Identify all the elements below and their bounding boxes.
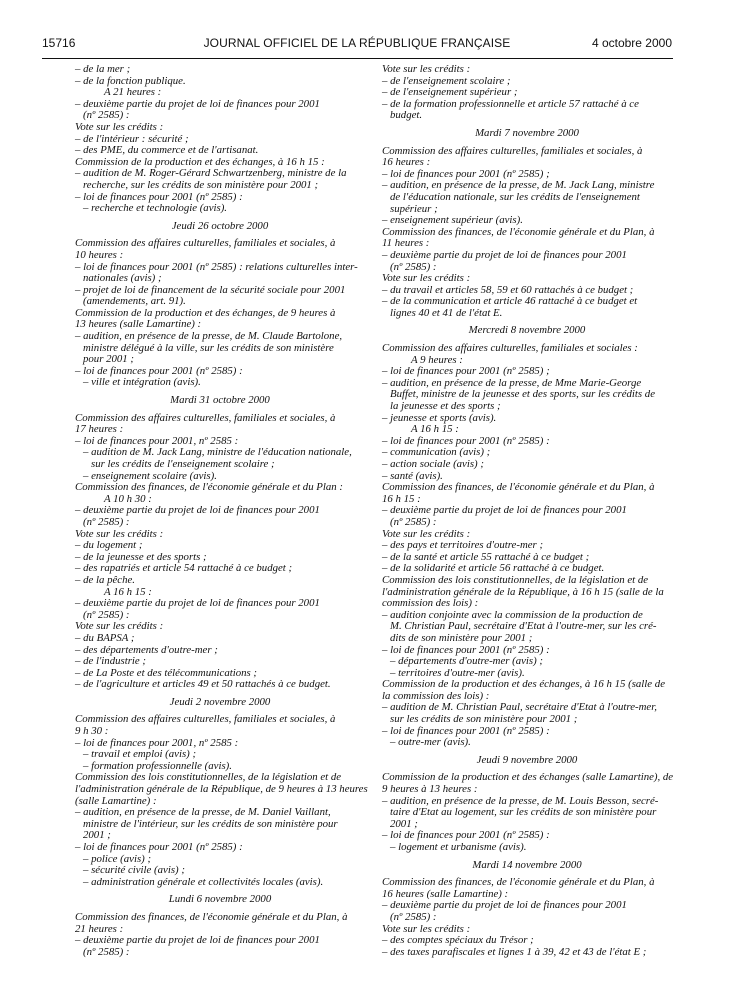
text-line: 13 heures (salle Lamartine) :: [75, 318, 202, 331]
text-line: 21 heures :: [75, 922, 124, 935]
text-line: – logement et urbanisme (avis).: [390, 841, 527, 853]
left-column: [75, 63, 368, 958]
text-line: Commission de la production et des échanges (salle Lamartine), de: [382, 771, 674, 784]
text-line: sur les crédits de son ministère pour 2001 ;: [390, 713, 578, 726]
text-line: M. Christian Paul, secrétaire d'Etat à l'outre-mer, sur les cré-: [390, 620, 657, 633]
text-line: Commission des finances, de l'économie générale et du Plan, à: [382, 876, 655, 889]
text-line: sur les crédits de l'enseignement scolaire ;: [91, 458, 275, 470]
text-line: – deuxième partie du projet de loi de finances pour 2001: [75, 504, 320, 517]
text-line: – enseignement scolaire (avis).: [83, 469, 217, 482]
text-line: A 21 heures :: [104, 86, 162, 99]
text-line: – action sociale (avis) ;: [382, 458, 484, 470]
text-line: Commission des affaires culturelles, familiales et sociales, à: [75, 237, 336, 250]
text-line: Vote sur les crédits :: [75, 527, 164, 540]
text-line: – loi de finances pour 2001 (nº 2585) :: [75, 841, 243, 853]
text-line: – sécurité civile (avis) ;: [83, 864, 185, 877]
text-line: ministre délégué à la ville, sur les crédits de son ministère: [83, 341, 334, 354]
text-line: 16 heures :: [382, 156, 431, 169]
text-line: – des rapatriés et article 54 rattaché à ce budget ;: [75, 562, 293, 575]
date-heading: Jeudi 2 novembre 2000: [169, 695, 271, 708]
text-line: – formation professionnelle (avis).: [83, 759, 232, 772]
text-line: 10 heures :: [75, 248, 124, 261]
text-line: Buffet, ministre de la jeunesse et des sports, sur les crédits de: [390, 388, 655, 401]
text-line: (nº 2585) :: [390, 260, 437, 273]
text-line: nationales (avis) ;: [83, 272, 162, 285]
text-line: – loi de finances pour 2001 (nº 2585) ;: [382, 167, 550, 180]
text-line: – départements d'outre-mer (avis) ;: [390, 655, 544, 668]
header-rule: [42, 58, 673, 59]
text-line: l'administration générale de la République, de 9 heures à 13 heures: [75, 783, 368, 796]
text-line: (nº 2585) :: [83, 515, 130, 528]
text-line: – travail et emploi (avis) ;: [83, 748, 197, 761]
text-line: – ville et intégration (avis).: [83, 376, 201, 389]
page-header: [42, 36, 672, 52]
date-heading: Jeudi 9 novembre 2000: [476, 753, 578, 766]
text-line: 2001 ;: [83, 829, 111, 842]
text-line: – de la jeunesse et des sports ;: [75, 550, 207, 563]
date-heading: Jeudi 26 octobre 2000: [171, 219, 269, 232]
text-line: – audition, en présence de la presse, de M. Jack Lang, ministre: [382, 179, 655, 192]
text-line: – de l'intérieur : sécurité ;: [75, 132, 189, 145]
text-line: (nº 2585) :: [83, 109, 130, 122]
text-line: – outre-mer (avis).: [390, 736, 471, 749]
text-line: – loi de finances pour 2001 (nº 2585) :: [75, 190, 243, 203]
text-line: Vote sur les crédits :: [382, 527, 471, 540]
text-line: la commission des lois) :: [382, 689, 490, 702]
text-line: – communication (avis) ;: [382, 446, 491, 459]
issue-date: 4 octobre 2000: [591, 36, 672, 50]
text-line: 16 heures (salle Lamartine) :: [382, 887, 509, 900]
text-line: Commission des finances, de l'économie générale et du Plan :: [75, 481, 343, 494]
text-line: (nº 2585) :: [83, 608, 130, 621]
text-line: – de l'enseignement supérieur ;: [382, 86, 518, 99]
text-line: Commission des affaires culturelles, familiales et sociales, à: [75, 411, 336, 424]
text-line: budget.: [390, 109, 423, 122]
text-line: – deuxième partie du projet de loi de finances pour 2001: [382, 504, 627, 517]
text-line: – audition conjointe avec la commission de la production de: [382, 608, 643, 621]
text-line: – de La Poste et des télécommunications ;: [75, 666, 258, 679]
text-line: – loi de finances pour 2001 (nº 2585) :: [382, 829, 550, 842]
text-line: pour 2001 ;: [83, 353, 134, 366]
text-line: lignes 40 et 41 de l'état E.: [390, 306, 503, 319]
text-line: – enseignement supérieur (avis).: [382, 214, 523, 227]
text-line: Vote sur les crédits :: [75, 120, 164, 133]
text-line: Vote sur les crédits :: [382, 63, 471, 75]
text-line: – loi de finances pour 2001, nº 2585 :: [75, 434, 239, 447]
text-line: – de l'enseignement scolaire ;: [382, 74, 511, 87]
text-line: recherche, sur les crédits de son ministère pour 2001 ;: [83, 178, 319, 191]
date-heading: Mercredi 8 novembre 2000: [468, 324, 586, 337]
text-line: – police (avis) ;: [83, 852, 152, 865]
text-line: commission des lois) :: [382, 597, 479, 610]
text-line: Vote sur les crédits :: [75, 620, 164, 633]
text-line: – audition, en présence de la presse, de M. Louis Besson, secré-: [382, 794, 659, 807]
text-line: – projet de loi de financement de la sécurité sociale pour 2001: [75, 283, 346, 296]
text-line: 16 h 15 :: [382, 492, 421, 505]
text-line: Commission des affaires culturelles, familiales et sociales, à: [75, 713, 336, 726]
text-line: – jeunesse et sports (avis).: [382, 411, 497, 424]
text-line: – loi de finances pour 2001 (nº 2585) :: [382, 434, 550, 447]
text-line: – territoires d'outre-mer (avis).: [390, 666, 525, 679]
text-line: – des départements d'outre-mer ;: [75, 643, 218, 656]
text-line: supérieur ;: [390, 202, 438, 215]
text-line: A 9 heures :: [411, 353, 463, 366]
text-line: – audition de M. Jack Lang, ministre de l'éducation nationale,: [83, 446, 352, 459]
text-line: – de l'industrie ;: [75, 655, 146, 668]
text-line: Commission des finances, de l'économie générale et du Plan, à: [75, 910, 348, 923]
text-line: 2001 ;: [390, 817, 418, 830]
text-line: – de la communication et article 46 rattaché à ce budget et: [382, 295, 638, 308]
text-line: (nº 2585) :: [390, 910, 437, 923]
text-line: – des pays et territoires d'outre-mer ;: [382, 539, 544, 552]
text-line: (salle Lamartine) :: [75, 794, 157, 807]
text-line: – loi de finances pour 2001 (nº 2585) :: [75, 364, 243, 377]
text-line: – santé (avis).: [382, 469, 443, 482]
text-line: A 16 h 15 :: [104, 585, 152, 598]
text-line: – de la formation professionnelle et article 57 rattaché à ce: [382, 97, 639, 110]
text-line: 9 heures à 13 heures :: [382, 783, 478, 796]
text-line: – loi de finances pour 2001 (nº 2585) : relations culturelles inter-: [75, 260, 358, 273]
text-line: – de la santé et article 55 rattaché à ce budget ;: [382, 550, 590, 563]
text-line: 11 heures :: [382, 237, 430, 250]
journal-title: JOURNAL OFFICIEL DE LA RÉPUBLIQUE FRANÇAISE: [203, 36, 511, 50]
text-line: Commission des affaires culturelles, familiales et sociales :: [382, 342, 638, 355]
text-line: – recherche et technologie (avis).: [83, 202, 227, 215]
page-number: 15716: [42, 36, 76, 50]
text-line: – des comptes spéciaux du Trésor ;: [382, 934, 534, 947]
text-line: Commission des finances, de l'économie générale et du Plan, à: [382, 481, 655, 494]
text-line: – audition de M. Roger-Gérard Schwartzenberg, ministre de la: [75, 167, 347, 180]
text-line: – audition de M. Christian Paul, secrétaire d'Etat à l'outre-mer,: [382, 701, 657, 714]
text-line: – administration générale et collectivités locales (avis).: [83, 875, 324, 888]
text-line: – des PME, du commerce et de l'artisanat.: [75, 144, 259, 157]
text-line: taire d'Etat au logement, sur les crédits de son ministère pour: [390, 806, 657, 819]
text-line: Vote sur les crédits :: [382, 922, 471, 935]
text-line: Commission de la production et des échanges, à 16 h 15 :: [75, 155, 325, 168]
text-line: (nº 2585) :: [390, 515, 437, 528]
text-line: 9 h 30 :: [75, 725, 109, 738]
text-line: – deuxième partie du projet de loi de finances pour 2001: [75, 97, 320, 110]
text-line: – audition, en présence de la presse, de Mme Marie-George: [382, 376, 642, 389]
text-line: – des taxes parafiscales et lignes 1 à 39, 42 et 43 de l'état E ;: [382, 945, 647, 958]
text-line: – de l'agriculture et articles 49 et 50 rattachés à ce budget.: [75, 678, 331, 691]
text-line: ministre de l'intérieur, sur les crédits de son ministère pour: [83, 817, 338, 830]
text-line: – audition, en présence de la presse, de M. Claude Bartolone,: [75, 330, 343, 343]
text-line: Commission des affaires culturelles, familiales et sociales, à: [382, 144, 643, 157]
text-line: dits de son ministère pour 2001 ;: [390, 631, 533, 644]
text-line: Commission des lois constitutionnelles, de la législation et de: [75, 771, 342, 784]
text-line: – de la pêche.: [75, 573, 135, 586]
date-heading: Mardi 7 novembre 2000: [475, 126, 579, 139]
text-line: (amendements, art. 91).: [83, 295, 186, 308]
text-line: A 10 h 30 :: [104, 492, 152, 505]
text-line: – deuxième partie du projet de loi de finances pour 2001: [382, 899, 627, 912]
text-line: l'administration générale de la République, à 16 h 15 (salle de la: [382, 585, 664, 598]
text-line: Vote sur les crédits :: [382, 272, 471, 285]
text-line: – du travail et articles 58, 59 et 60 rattachés à ce budget ;: [382, 283, 634, 296]
text-line: – loi de finances pour 2001 (nº 2585) :: [382, 643, 550, 656]
text-line: la jeunesse et des sports ;: [390, 400, 501, 413]
text-line: 17 heures :: [75, 423, 124, 436]
text-line: de l'éducation nationale, sur les crédits de l'enseignement: [390, 190, 640, 203]
text-line: (nº 2585) :: [83, 945, 130, 958]
text-line: – loi de finances pour 2001 (nº 2585) :: [382, 724, 550, 737]
text-line: – deuxième partie du projet de loi de finances pour 2001: [75, 597, 320, 610]
date-heading: Lundi 6 novembre 2000: [168, 893, 272, 906]
text-line: – deuxième partie du projet de loi de finances pour 2001: [75, 934, 320, 947]
text-line: Commission des lois constitutionnelles, de la législation et de: [382, 573, 649, 586]
text-line: A 16 h 15 :: [411, 423, 459, 436]
date-heading: Mardi 31 octobre 2000: [170, 394, 270, 407]
text-line: – du logement ;: [75, 539, 143, 552]
text-line: – loi de finances pour 2001, nº 2585 :: [75, 736, 239, 749]
text-line: – loi de finances pour 2001 (nº 2585) ;: [382, 365, 550, 378]
date-heading: Mardi 14 novembre 2000: [472, 858, 582, 871]
text-line: – de la solidarité et article 56 rattaché à ce budget.: [382, 562, 605, 575]
right-column: [382, 64, 672, 958]
text-line: – audition, en présence de la presse, de M. Daniel Vaillant,: [75, 806, 331, 819]
text-line: – du BAPSA ;: [75, 631, 135, 644]
text-line: Commission de la production et des échanges, à 16 h 15 (salle de: [382, 678, 665, 691]
text-line: Commission de la production et des échanges, de 9 heures à: [75, 306, 336, 319]
text-line: – de la mer ;: [75, 63, 131, 75]
text-line: – deuxième partie du projet de loi de finances pour 2001: [382, 248, 627, 261]
text-line: – de la fonction publique.: [75, 74, 186, 87]
text-line: Commission des finances, de l'économie générale et du Plan, à: [382, 225, 655, 238]
